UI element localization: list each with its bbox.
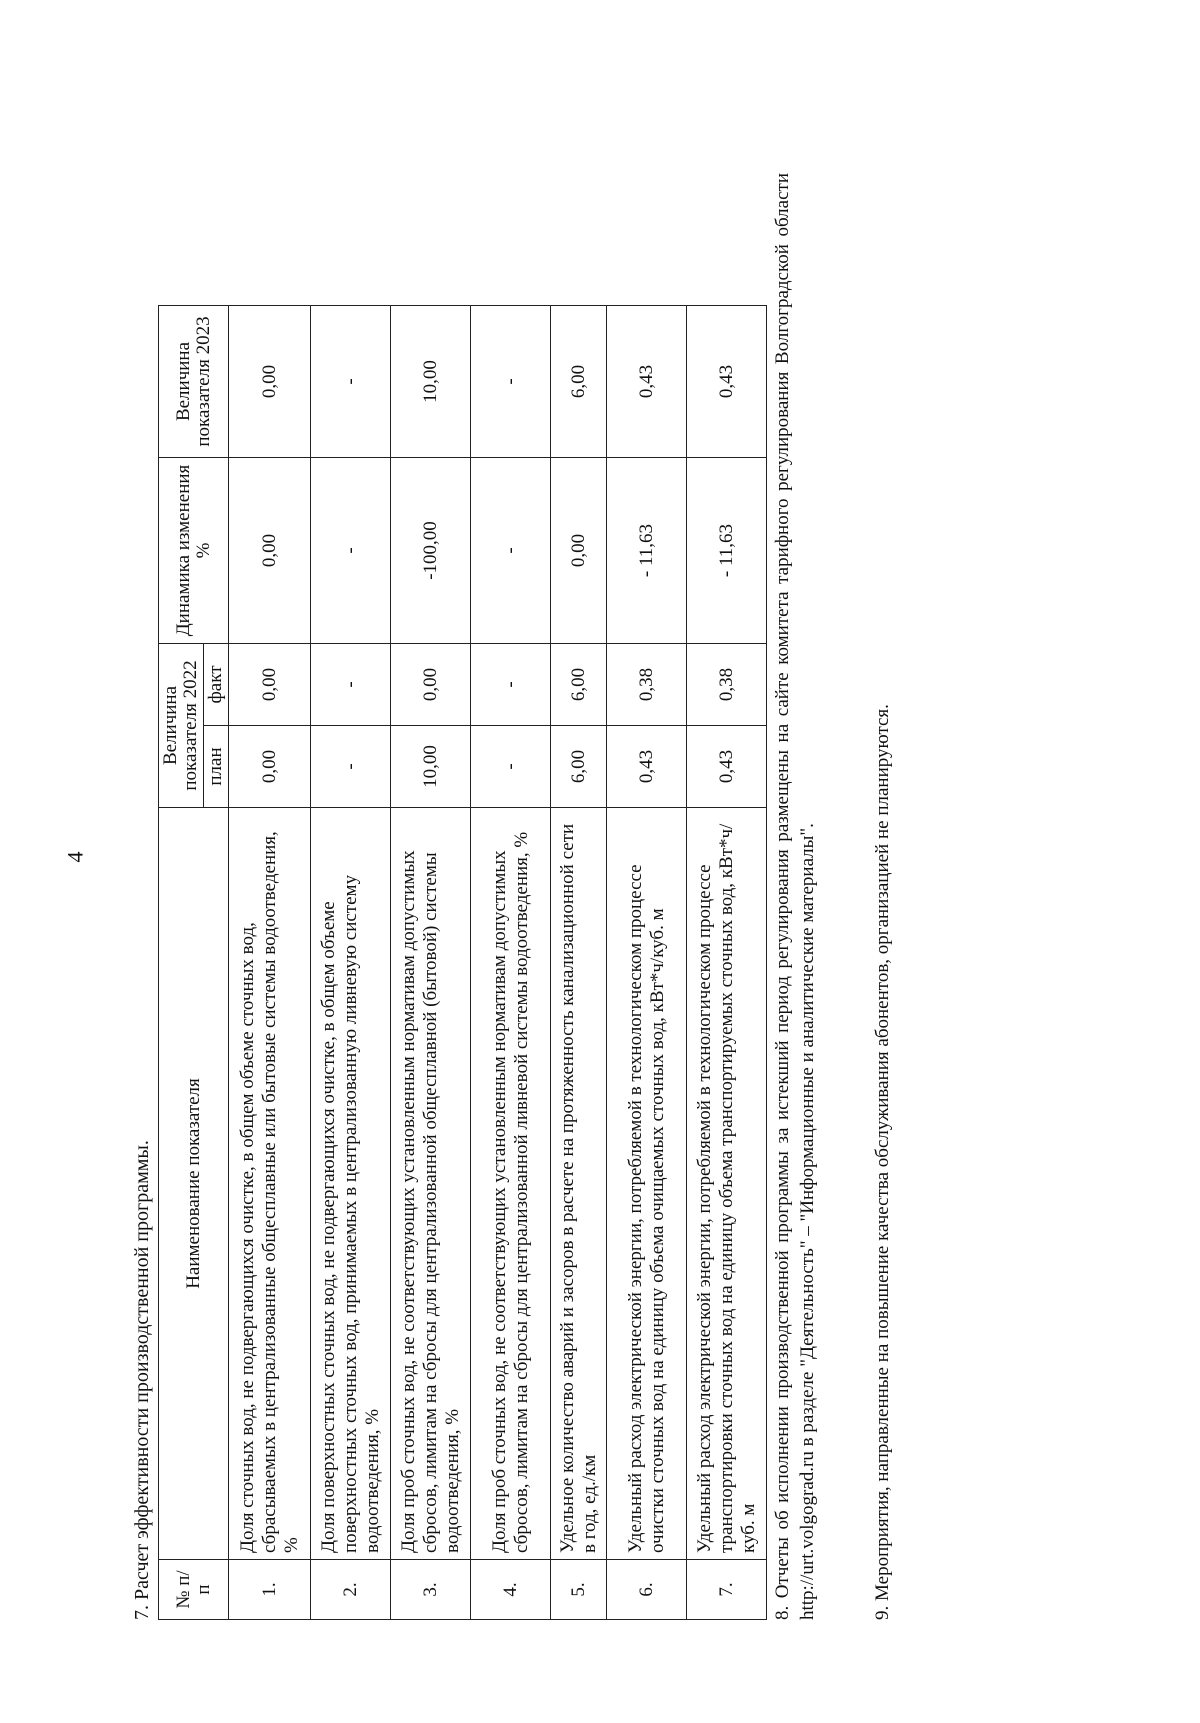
row-plan: 0,00 xyxy=(229,726,311,808)
row-value-2023: 10,00 xyxy=(391,306,471,458)
header-value-2023: Величина показателя 2023 xyxy=(159,306,229,458)
row-fact: - xyxy=(471,644,551,726)
header-fact: факт xyxy=(204,644,229,726)
row-num: 1. xyxy=(229,1560,311,1620)
row-value-2023: - xyxy=(311,306,391,458)
table-header-row xyxy=(159,173,204,1620)
row-num: 6. xyxy=(607,1560,687,1620)
table-row xyxy=(551,173,607,1620)
row-name: Доля поверхностных сточных вод, не подвергающихся очистке, в общем объеме поверхностных сточных вод, принимаемых в централизованную ливневую систему водоотведения, % xyxy=(311,808,391,1560)
row-plan: 6,00 xyxy=(551,726,607,808)
row-plan: 0,43 xyxy=(607,726,687,808)
row-empty xyxy=(471,173,551,306)
row-fact: 0,00 xyxy=(391,644,471,726)
table-row xyxy=(607,173,687,1620)
document-body xyxy=(130,170,910,1620)
row-name: Удельное количество аварий и засоров в расчете на протяженность канализационной сети в год, ед./км xyxy=(551,808,607,1560)
row-value-2023: 0,43 xyxy=(687,306,767,458)
row-num: 7. xyxy=(687,1560,767,1620)
table-row xyxy=(471,173,551,1620)
row-value-2023: - xyxy=(471,306,551,458)
row-empty xyxy=(551,173,607,306)
row-plan: - xyxy=(471,726,551,808)
header-num: № п/п xyxy=(159,1560,229,1620)
row-dynamics: - 11,63 xyxy=(687,458,767,644)
indicators-table xyxy=(158,173,767,1621)
row-value-2023: 0,43 xyxy=(607,306,687,458)
section-title: 7. Расчет эффективности производственной программы. xyxy=(131,1140,153,1620)
header-empty xyxy=(159,173,229,306)
row-dynamics: 0,00 xyxy=(551,458,607,644)
table-row xyxy=(311,173,391,1620)
row-fact: 0,00 xyxy=(229,644,311,726)
row-num: 3. xyxy=(391,1560,471,1620)
row-value-2023: 6,00 xyxy=(551,306,607,458)
row-num: 2. xyxy=(311,1560,391,1620)
row-num: 4. xyxy=(471,1560,551,1620)
paragraph-8: 8. Отчеты об исполнении производственной программы за истекший период регулирования размещены на сайте комитета тарифного регулирования Волгоградской области http://urt.volgograd.ru в разделе "Деятельность" – "Информационные и аналитические материалы". xyxy=(772,173,818,1620)
table-row xyxy=(687,173,767,1620)
header-plan: план xyxy=(204,726,229,808)
table-row xyxy=(391,173,471,1620)
row-plan: 10,00 xyxy=(391,726,471,808)
header-name: Наименование показателя xyxy=(159,808,229,1560)
row-fact: 0,38 xyxy=(687,644,767,726)
row-value-2023: 0,00 xyxy=(229,306,311,458)
row-dynamics: - 11,63 xyxy=(607,458,687,644)
row-dynamics: 0,00 xyxy=(229,458,311,644)
header-value-2022: Величина показателя 2022 xyxy=(159,644,204,808)
row-fact: 6,00 xyxy=(551,644,607,726)
table-row xyxy=(229,173,311,1620)
row-plan: 0,43 xyxy=(687,726,767,808)
row-empty xyxy=(311,173,391,306)
row-name: Удельный расход электрической энергии, потребляемой в технологическом процессе транспортировки сточных вод на единицу объема транспортируемых сточных вод, кВт*ч/куб. м xyxy=(687,808,767,1560)
row-name: Доля проб сточных вод, не соответствующих установленным нормативам допустимых сбросов, лимитам на сбросы для централизованной общесплавной (бытовой) системы водоотведения, % xyxy=(391,808,471,1560)
row-num: 5. xyxy=(551,1560,607,1620)
row-empty xyxy=(391,173,471,306)
row-dynamics: -100,00 xyxy=(391,458,471,644)
row-empty xyxy=(687,173,767,306)
row-dynamics: - xyxy=(471,458,551,644)
page-number: 4 xyxy=(62,851,88,863)
row-fact: - xyxy=(311,644,391,726)
row-fact: 0,38 xyxy=(607,644,687,726)
row-dynamics: - xyxy=(311,458,391,644)
row-name: Удельный расход электрической энергии, потребляемой в технологическом процессе очистки сточных вод на единицу объема очищаемых сточных вод, кВт*ч/куб. м xyxy=(607,808,687,1560)
paragraph-9: 9. Мероприятия, направленные на повышение качества обслуживания абонентов, организацией не планируются. xyxy=(872,704,893,1620)
header-dynamics: Динамика изменения % xyxy=(159,458,229,644)
row-empty xyxy=(607,173,687,306)
row-name: Доля проб сточных вод, не соответствующих установленным нормативам допустимых сбросов, лимитам на сбросы для централизованной ливневой системы водоотведения, % xyxy=(471,808,551,1560)
row-empty xyxy=(229,173,311,306)
row-name: Доля сточных вод, не подвергающихся очистке, в общем объеме сточных вод, сбрасываемых в централизованные общесплавные или бытовые системы водоотведения, % xyxy=(229,808,311,1560)
row-plan: - xyxy=(311,726,391,808)
